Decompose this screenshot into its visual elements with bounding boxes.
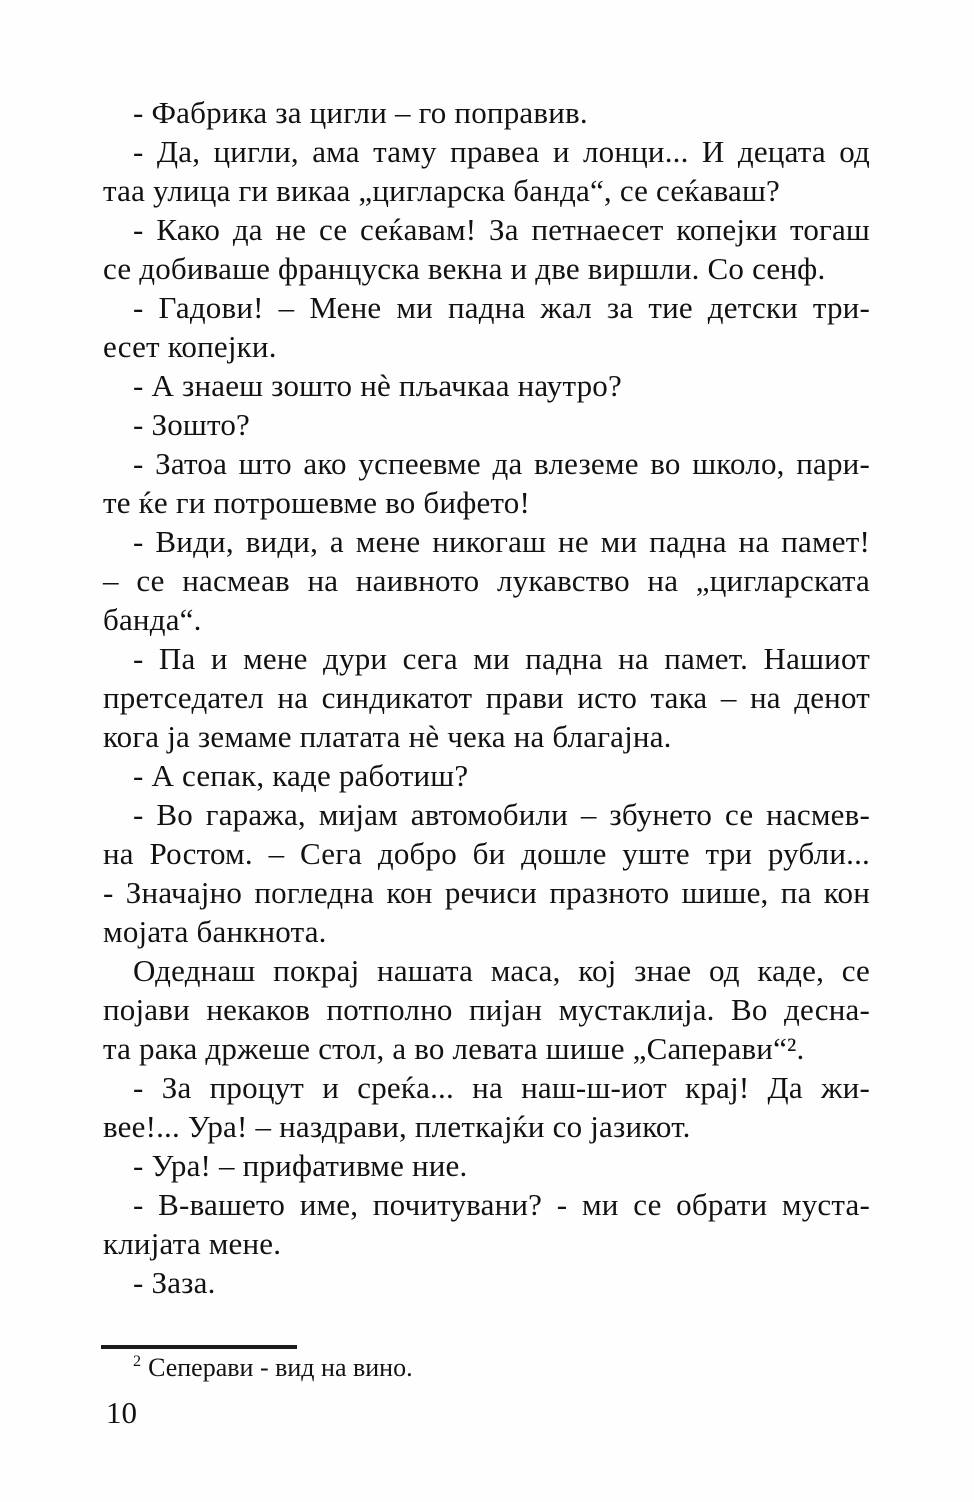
text-line: - А знаеш зошто нѐ пљачкаа наутро? xyxy=(133,368,622,403)
text-line: банда“. xyxy=(103,602,202,637)
page-number: 10 xyxy=(106,1395,137,1430)
text-line: - Затоа што ако успеевме да влеземе во школо, пари- xyxy=(133,446,870,481)
text-line: клијата мене. xyxy=(103,1226,282,1261)
text-line: та рака држеше стол, а во левата шише „Саперави“². xyxy=(103,1031,805,1066)
paragraph xyxy=(103,444,870,522)
text-line: - Како да не се сеќавам! За петнаесет копејки тогаш xyxy=(133,212,870,247)
text-line: претседател на синдикатот прави исто така – на денот xyxy=(103,680,870,715)
text-line: - Значајно погледна кон речиси празното шише, па кон xyxy=(103,875,870,910)
text-line: - В-вашето име, почитувани? - ми се обрати муста- xyxy=(133,1187,870,1222)
text-line: те ќе ги потрошевме во бифето! xyxy=(103,485,530,520)
text-line: - Па и мене дури сега ми падна на памет. Нашиот xyxy=(133,641,870,676)
text-line: - Ура! – прифативме ние. xyxy=(133,1148,468,1183)
footnote xyxy=(103,1352,870,1384)
paragraph xyxy=(103,795,870,951)
text-line: - Види, види, а мене никогаш не ми падна на памет! xyxy=(133,524,870,559)
paragraph xyxy=(103,132,870,210)
text-line: есет копејки. xyxy=(103,329,277,364)
text-line: - А сепак, каде работиш? xyxy=(133,758,469,793)
text-line: Одеднаш покрај нашата маса, кој знае од каде, се xyxy=(133,953,870,988)
paragraph xyxy=(103,405,870,444)
text-line: - Да, цигли, ама таму правеа и лонци... И децата од xyxy=(133,134,870,169)
text-line: таа улица ги викаа „цигларска банда“, се сеќаваш? xyxy=(103,173,780,208)
paragraph xyxy=(103,1146,870,1185)
paragraph xyxy=(103,522,870,639)
footnote-separator-rule xyxy=(101,1345,297,1349)
text-line: се добиваше француска векна и две виршли. Со сенф. xyxy=(103,251,826,286)
paragraph xyxy=(103,210,870,288)
text-line: - Зошто? xyxy=(133,407,250,442)
paragraph xyxy=(103,1068,870,1146)
paragraph xyxy=(103,366,870,405)
text-line: мојата банкнота. xyxy=(103,914,327,949)
paragraph xyxy=(103,1263,870,1302)
text-line: - Гадови! – Мене ми падна жал за тие детски три- xyxy=(133,290,870,325)
paragraph xyxy=(103,1185,870,1263)
text-line: – се насмеав на наивното лукавство на „цигларската xyxy=(103,563,870,598)
text-line: - Заза. xyxy=(133,1265,216,1300)
footnote-text: Сеперави - вид на вино. xyxy=(148,1353,413,1382)
paragraph xyxy=(103,756,870,795)
text-line: на Ростом. – Сега добро би дошле уште три рубли... xyxy=(103,836,870,871)
body-text-block xyxy=(103,93,870,1302)
text-line: појави некаков потполно пијан мустаклија. Во десна- xyxy=(103,992,870,1027)
paragraph xyxy=(103,288,870,366)
text-line: - Фабрика за цигли – го поправив. xyxy=(133,95,588,130)
text-line: - За процут и среќа... на наш-ш-иот крај! Да жи- xyxy=(133,1070,870,1105)
paragraph xyxy=(103,951,870,1068)
paragraph xyxy=(103,639,870,756)
text-line: - Во гаража, мијам автомобили – збунето се насмев- xyxy=(133,797,870,832)
text-line: кога ја земаме платата нѐ чека на благајна. xyxy=(103,719,672,754)
paragraph xyxy=(103,93,870,132)
text-line: вее!... Ура! – наздрави, плеткајќи со јазикот. xyxy=(103,1109,691,1144)
footnote-marker: 2 xyxy=(133,1353,142,1371)
